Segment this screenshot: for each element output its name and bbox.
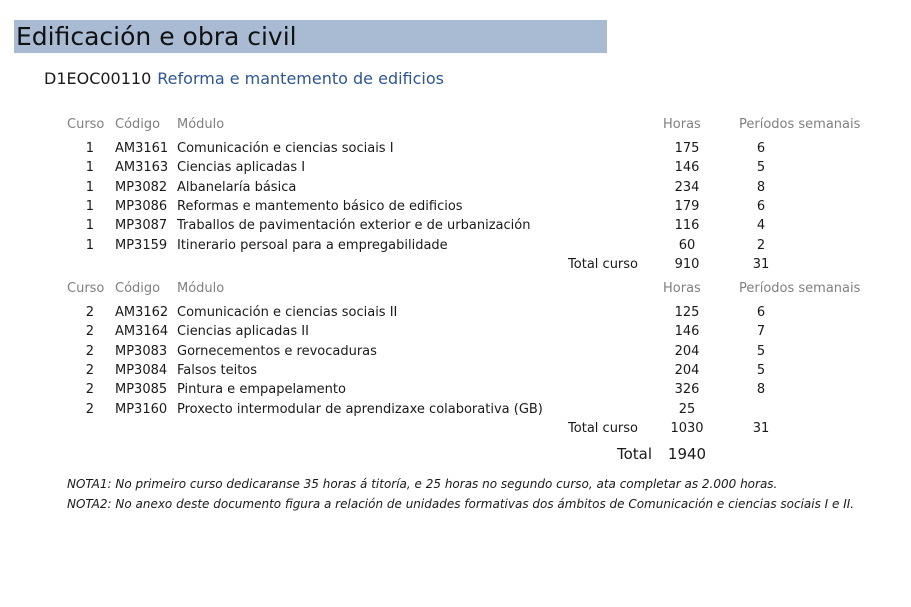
cell-modulo: Reformas e mantemento básico de edificios [177, 198, 463, 214]
cell-curso: 1 [85, 160, 94, 176]
header-horas: Horas [663, 117, 701, 132]
cell-codigo: MP3087 [115, 218, 168, 234]
cell-modulo: Ciencias aplicadas II [177, 324, 309, 340]
cell-horas: 179 [674, 198, 700, 214]
cell-codigo: AM3162 [115, 305, 169, 320]
grand-total-value: 1940 [667, 445, 707, 463]
course-1-total-label: Total curso [568, 257, 638, 272]
cell-horas: 25 [678, 401, 696, 417]
cell-curso: 2 [85, 343, 94, 359]
cell-modulo: Proxecto intermodular de aprendizaxe colaborativa (GB) [177, 401, 543, 417]
cell-periodos: 7 [756, 324, 766, 340]
cell-modulo: Ciencias aplicadas I [177, 160, 306, 176]
cell-codigo: AM3161 [115, 141, 169, 156]
table-header-course-1 [0, 115, 911, 134]
cell-periodos: 5 [756, 160, 766, 176]
table-row [0, 400, 911, 419]
header-modulo: Módulo [177, 281, 225, 296]
cell-modulo: Falsos teitos [177, 362, 258, 378]
cell-codigo: MP3085 [115, 382, 168, 398]
cell-periodos: 5 [756, 362, 766, 378]
header-horas: Horas [663, 281, 701, 296]
header-periodos: Períodos semanais [739, 117, 861, 132]
cell-horas: 175 [674, 141, 700, 156]
table-row [0, 158, 911, 177]
course-2-total-label: Total curso [568, 421, 638, 436]
program-name: Reforma e mantemento de edificios [157, 69, 444, 88]
cell-curso: 1 [85, 237, 94, 253]
cell-horas: 125 [674, 305, 700, 320]
table-row [0, 236, 911, 255]
cell-curso: 1 [85, 141, 94, 156]
course-2-total-periodos: 31 [752, 421, 770, 436]
cell-curso: 2 [85, 305, 94, 320]
cell-curso: 2 [85, 324, 94, 340]
cell-horas: 204 [674, 343, 700, 359]
cell-codigo: MP3159 [115, 237, 168, 253]
cell-horas: 204 [674, 362, 700, 378]
cell-codigo: AM3164 [115, 324, 169, 340]
cell-periodos: 8 [756, 179, 766, 195]
cell-periodos: 6 [756, 198, 766, 214]
cell-horas: 146 [674, 160, 700, 176]
table-row [0, 178, 911, 197]
cell-codigo: MP3084 [115, 362, 168, 378]
grand-total-row [0, 444, 911, 464]
note-2: NOTA2: No anexo deste documento figura a relación de unidades formativas dos ámbitos de Comunicación e ciencias sociais I e II. [67, 497, 855, 511]
cell-modulo: Gornecementos e revocaduras [177, 343, 377, 359]
program-heading [44, 69, 444, 89]
cell-codigo: AM3163 [115, 160, 169, 176]
cell-curso: 1 [85, 198, 94, 214]
course-1-total-horas: 910 [674, 257, 700, 272]
cell-codigo: MP3083 [115, 343, 168, 359]
cell-periodos: 6 [756, 305, 766, 320]
header-curso: Curso [67, 117, 105, 132]
cell-horas: 234 [674, 179, 700, 195]
section-title: Edificación e obra civil [16, 22, 297, 51]
header-modulo: Módulo [177, 117, 225, 132]
cell-modulo: Albanelaría básica [177, 179, 297, 195]
table-header-course-2 [0, 279, 911, 298]
cell-codigo: MP3086 [115, 198, 168, 214]
table-row [0, 342, 911, 361]
cell-modulo: Itinerario persoal para a empregabilidade [177, 237, 448, 253]
cell-curso: 1 [85, 218, 94, 234]
header-codigo: Código [115, 117, 161, 132]
cell-codigo: MP3082 [115, 179, 168, 195]
grand-total-label: Total [616, 445, 652, 463]
course-1-total-periodos: 31 [752, 257, 770, 272]
cell-periodos: 6 [756, 141, 766, 156]
cell-modulo: Pintura e empapelamento [177, 382, 346, 398]
course-2-total-row [0, 419, 911, 438]
cell-periodos: 5 [756, 343, 766, 359]
cell-horas: 116 [674, 218, 700, 234]
table-row [0, 322, 911, 341]
cell-horas: 60 [678, 237, 696, 253]
table-row [0, 380, 911, 399]
header-periodos: Períodos semanais [739, 281, 861, 296]
table-row [0, 139, 911, 158]
cell-curso: 2 [85, 401, 94, 417]
cell-curso: 2 [85, 382, 94, 398]
program-code: D1EOC00110 [44, 69, 152, 88]
cell-periodos: 4 [756, 218, 766, 234]
cell-horas: 146 [674, 324, 700, 340]
header-codigo: Código [115, 281, 161, 296]
table-row [0, 197, 911, 216]
course-2-total-horas: 1030 [670, 421, 704, 436]
header-curso: Curso [67, 281, 105, 296]
cell-horas: 326 [674, 382, 700, 398]
cell-periodos: 2 [756, 237, 766, 253]
course-1-total-row [0, 255, 911, 274]
cell-codigo: MP3160 [115, 401, 168, 417]
table-row [0, 361, 911, 380]
table-row [0, 216, 911, 235]
cell-modulo: Traballos de pavimentación exterior e de urbanización [177, 218, 531, 234]
section-title-bar [14, 20, 607, 53]
cell-curso: 1 [85, 179, 94, 195]
cell-modulo: Comunicación e ciencias sociais I [177, 141, 394, 156]
cell-modulo: Comunicación e ciencias sociais II [177, 305, 398, 320]
note-1: NOTA1: No primeiro curso dedicaranse 35 horas á titoría, e 25 horas no segundo curso, ata completar as 2.000 horas. [67, 477, 778, 491]
cell-curso: 2 [85, 362, 94, 378]
table-row [0, 303, 911, 322]
cell-periodos: 8 [756, 382, 766, 398]
